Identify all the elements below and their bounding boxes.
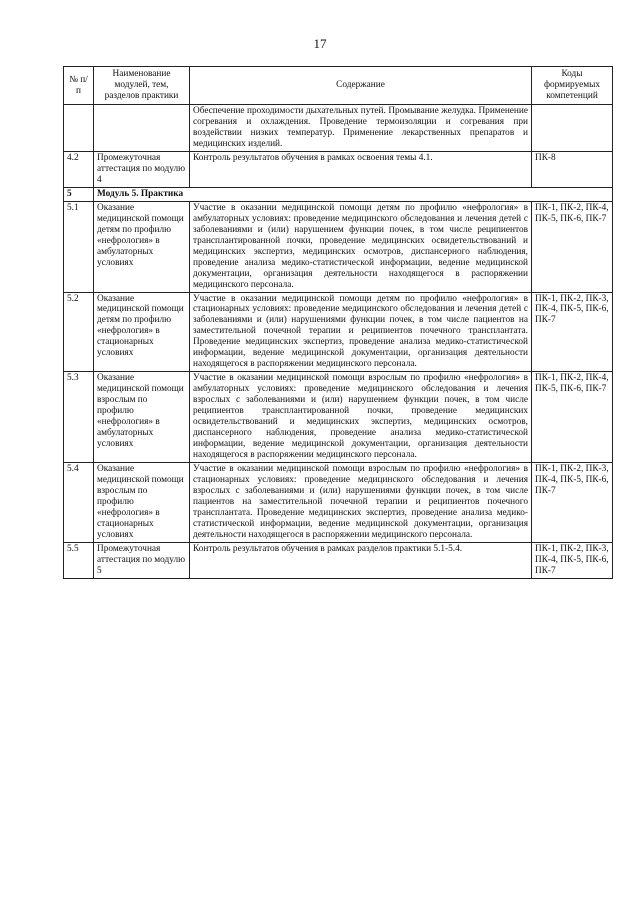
- table-row: [64, 105, 613, 152]
- table-row: [64, 292, 613, 372]
- table-row: [64, 372, 613, 463]
- row-content: Участие в оказании медицинской помощи детям по профилю «нефрология» в стационарных условиях: проведение медицинского обследования и лечения детей с заболеваниями и (или) нарушениями функции почек, в том числе пациентов на заместительной почечной терапии и реципиентов почечного трансплантата. Проведение медицинских экспертиз, проведение анализа медико-статистической информации, ведение медицинской документации, организация деятельности находящегося в распоряжении медицинского персонала.: [190, 292, 532, 372]
- row-codes: ПК-1, ПК-2, ПК-4, ПК-5, ПК-6, ПК-7: [532, 201, 613, 292]
- module-row: [64, 187, 613, 201]
- header-num: № п/п: [64, 67, 94, 105]
- row-content: Участие в оказании медицинской помощи детям по профилю «нефрология» в амбулаторных условиях: проведение медицинского обследования и лечения детей с заболеваниями и (или) нарушением функции почек, в том числе реципиентов трансплантированной почки, проведение медицинских освидетельствований и медицинских экспертиз, медицинских осмотров, диспансерного наблюдения, проведение анализа медико-статистической информации, ведение медицинской документации, организация деятельности находящегося в распоряжении медицинского персонала.: [190, 201, 532, 292]
- module-num: 5: [64, 187, 94, 201]
- row-content: Участие в оказании медицинской помощи взрослым по профилю «нефрология» в амбулаторных условиях: проведение медицинского обследования и лечения взрослых с заболеваниями и (или) нарушением функции почек, в том числе реципиентов трансплантированной почки, проведение медицинских освидетельствований и медицинских экспертиз, медицинских осмотров, диспансерного наблюдения, проведение анализа медико-статистической информации, ведение медицинской документации, организация деятельности находящегося в распоряжении медицинского персонала.: [190, 372, 532, 463]
- header-content: Содержание: [190, 67, 532, 105]
- page-number: 17: [313, 36, 327, 51]
- header-codes: Коды формируемых компетенций: [532, 67, 613, 105]
- row-name: Оказание медицинской помощи взрослым по профилю «нефрология» в амбулаторных условиях: [94, 372, 190, 463]
- table-row: [64, 463, 613, 543]
- row-num: 5.3: [64, 372, 94, 463]
- table-header-row: [64, 67, 613, 105]
- header-name: Наименование модулей, тем, разделов практики: [94, 67, 190, 105]
- row-name: Оказание медицинской помощи детям по профилю «нефрология» в амбулаторных условиях: [94, 201, 190, 292]
- table-row: [64, 151, 613, 187]
- row-codes: ПК-1, ПК-2, ПК-4, ПК-5, ПК-6, ПК-7: [532, 372, 613, 463]
- row-name: Промежуточная аттестация по модулю 4: [94, 151, 190, 187]
- row-num: 5.5: [64, 542, 94, 578]
- row-codes: ПК-1, ПК-2, ПК-3, ПК-4, ПК-5, ПК-6, ПК-7: [532, 292, 613, 372]
- row-name: Оказание медицинской помощи детям по профилю «нефрология» в стационарных условиях: [94, 292, 190, 372]
- row-codes: [532, 105, 613, 152]
- row-name: Промежуточная аттестация по модулю 5: [94, 542, 190, 578]
- row-codes: ПК-8: [532, 151, 613, 187]
- table-row: [64, 542, 613, 578]
- table-row: [64, 201, 613, 292]
- table-body: [64, 105, 613, 579]
- row-num: [64, 105, 94, 152]
- row-codes: ПК-1, ПК-2, ПК-3, ПК-4, ПК-5, ПК-6, ПК-7: [532, 542, 613, 578]
- row-codes: ПК-1, ПК-2, ПК-3, ПК-4, ПК-5, ПК-6, ПК-7: [532, 463, 613, 543]
- row-content: Обеспечение проходимости дыхательных путей. Промывание желудка. Применение согревания и охлаждения. Проведение термоизоляции и согревания при воздействии низких температур. Применение лекарственных препаратов и медицинских изделий.: [190, 105, 532, 152]
- row-name: Оказание медицинской помощи взрослым по профилю «нефрология» в стационарных условиях: [94, 463, 190, 543]
- row-num: 5.1: [64, 201, 94, 292]
- row-content: Участие в оказании медицинской помощи взрослым по профилю «нефрология» в стационарных условиях: проведение медицинского обследования и лечения взрослых с заболеваниями и (или) нарушениями функции почек, в том числе пациентов на заместительной почечной терапии и реципиентов почечного трансплантата. Проведение медицинских экспертиз, проведение анализа медико-статистической информации, ведение медицинской документации, организация деятельности находящегося в распоряжении медицинского персонала.: [190, 463, 532, 543]
- row-content: Контроль результатов обучения в рамках освоения темы 4.1.: [190, 151, 532, 187]
- row-content: Контроль результатов обучения в рамках разделов практики 5.1-5.4.: [190, 542, 532, 578]
- module-title: Модуль 5. Практика: [94, 187, 613, 201]
- row-name: [94, 105, 190, 152]
- curriculum-table: [63, 66, 613, 579]
- row-num: 5.2: [64, 292, 94, 372]
- row-num: 5.4: [64, 463, 94, 543]
- row-num: 4.2: [64, 151, 94, 187]
